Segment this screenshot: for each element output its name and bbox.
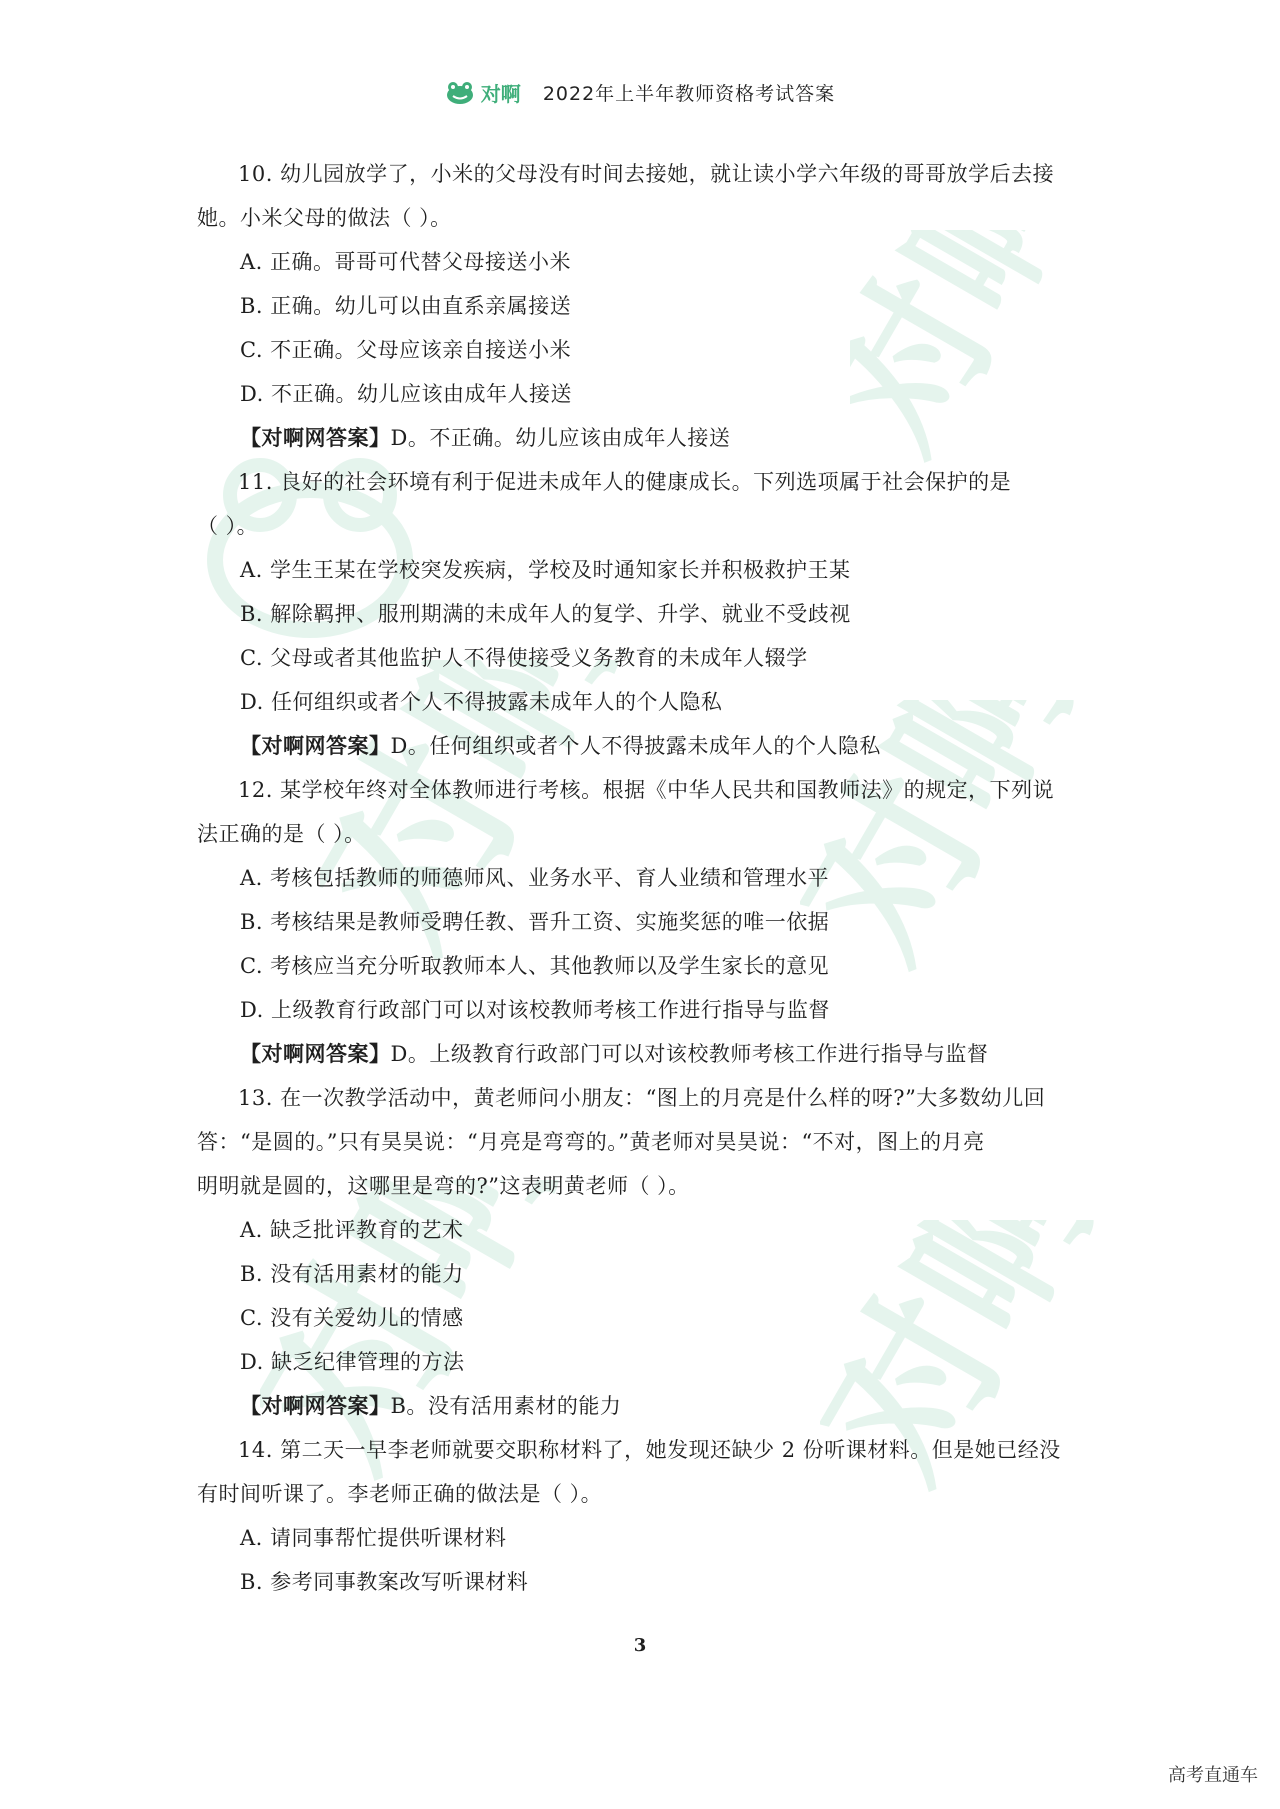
option-13a: A. 缺乏批评教育的艺术 [240, 1218, 464, 1242]
svg-text:对啊: 对啊 [850, 230, 1100, 481]
answer-10 [240, 422, 730, 452]
option-13b: B. 没有活用素材的能力 [240, 1262, 464, 1286]
watermark-top-right [850, 230, 1100, 564]
source-caption: 高考直通车 [1168, 1765, 1258, 1786]
watermark-bottom-right [820, 1220, 1120, 1564]
question-13-stem-cont: 答：“是圆的。”只有昊昊说：“月亮是弯弯的。”黄老师对昊昊说：“不对，图上的月亮 [197, 1130, 985, 1154]
question-13-stem: 13. 在一次教学活动中，黄老师问小朋友：“图上的月亮是什么样的呀?”大多数幼儿回 [238, 1086, 1046, 1110]
frog-logo-icon [445, 81, 475, 105]
watermark-mid [320, 660, 640, 1044]
svg-text:对啊: 对啊 [800, 700, 1100, 991]
svg-text:对啊: 对啊 [320, 660, 640, 982]
answer-text: D。上级教育行政部门可以对该校教师考核工作进行指导与监督 [390, 1042, 989, 1066]
option-10d: D. 不正确。幼儿应该由成年人接送 [240, 382, 572, 406]
option-11a: A. 学生王某在学校突发疾病，学校及时通知家长并积极救护王某 [240, 558, 851, 582]
answer-text: D。任何组织或者个人不得披露未成年人的个人隐私 [390, 734, 881, 758]
answer-text: B。没有活用素材的能力 [390, 1394, 622, 1418]
brand-name: 对啊 [480, 82, 521, 106]
option-11c: C. 父母或者其他监护人不得使接受义务教育的未成年人辍学 [240, 646, 808, 670]
question-12-stem: 12. 某学校年终对全体教师进行考核。根据《中华人民共和国教师法》的规定，下列说 [238, 778, 1055, 802]
question-11-stem-cont: （ ）。 [197, 514, 259, 538]
option-10c: C. 不正确。父母应该亲自接送小米 [240, 338, 572, 362]
question-13-stem-cont2: 明明就是圆的，这哪里是弯的?”这表明黄老师（ ）。 [197, 1174, 690, 1198]
answer-13 [240, 1390, 621, 1420]
header-title: 2022年上半年教师资格考试答案 [542, 83, 836, 105]
answer-11 [240, 730, 881, 760]
option-10b: B. 正确。幼儿可以由直系亲属接送 [240, 294, 572, 318]
answer-label: 【对啊网答案】 [240, 425, 391, 450]
svg-text:对啊: 对啊 [260, 1180, 580, 1502]
option-14b: B. 参考同事教案改写听课材料 [240, 1570, 529, 1594]
question-14-stem-cont: 有时间听课了。李老师正确的做法是（ ）。 [197, 1482, 603, 1506]
brand-logo [445, 78, 521, 107]
option-11d: D. 任何组织或者个人不得披露未成年人的个人隐私 [240, 690, 723, 714]
option-11b: B. 解除羁押、服刑期满的未成年人的复学、升学、就业不受歧视 [240, 602, 851, 626]
question-11-stem: 11. 良好的社会环境有利于促进未成年人的健康成长。下列选项属于社会保护的是 [238, 470, 1012, 494]
answer-label: 【对啊网答案】 [240, 733, 391, 758]
option-10a: A. 正确。哥哥可代替父母接送小米 [240, 250, 572, 274]
page-header [0, 78, 1280, 107]
option-12b: B. 考核结果是教师受聘任教、晋升工资、实施奖惩的唯一依据 [240, 910, 830, 934]
answer-12 [240, 1038, 988, 1068]
question-10-stem-cont: 她。小米父母的做法（ ）。 [197, 206, 452, 230]
page-number: 3 [633, 1635, 647, 1656]
option-13d: D. 缺乏纪律管理的方法 [240, 1350, 465, 1374]
answer-label: 【对啊网答案】 [240, 1393, 391, 1418]
question-10-stem: 10. 幼儿园放学了，小米的父母没有时间去接她，就让读小学六年级的哥哥放学后去接 [238, 162, 1055, 186]
option-12a: A. 考核包括教师的师德师风、业务水平、育人业绩和管理水平 [240, 866, 830, 890]
answer-label: 【对啊网答案】 [240, 1041, 391, 1066]
svg-text:对啊: 对啊 [820, 1220, 1120, 1511]
question-12-stem-cont: 法正确的是（ ）。 [197, 822, 366, 846]
option-12d: D. 上级教育行政部门可以对该校教师考核工作进行指导与监督 [240, 998, 830, 1022]
question-14-stem: 14. 第二天一早李老师就要交职称材料了，她发现还缺少 2 份听课材料。但是她已经没 [238, 1438, 1061, 1462]
answer-text: D。不正确。幼儿应该由成年人接送 [390, 426, 731, 450]
option-14a: A. 请同事帮忙提供听课材料 [240, 1526, 507, 1550]
option-13c: C. 没有关爱幼儿的情感 [240, 1306, 464, 1330]
option-12c: C. 考核应当充分听取教师本人、其他教师以及学生家长的意见 [240, 954, 830, 978]
